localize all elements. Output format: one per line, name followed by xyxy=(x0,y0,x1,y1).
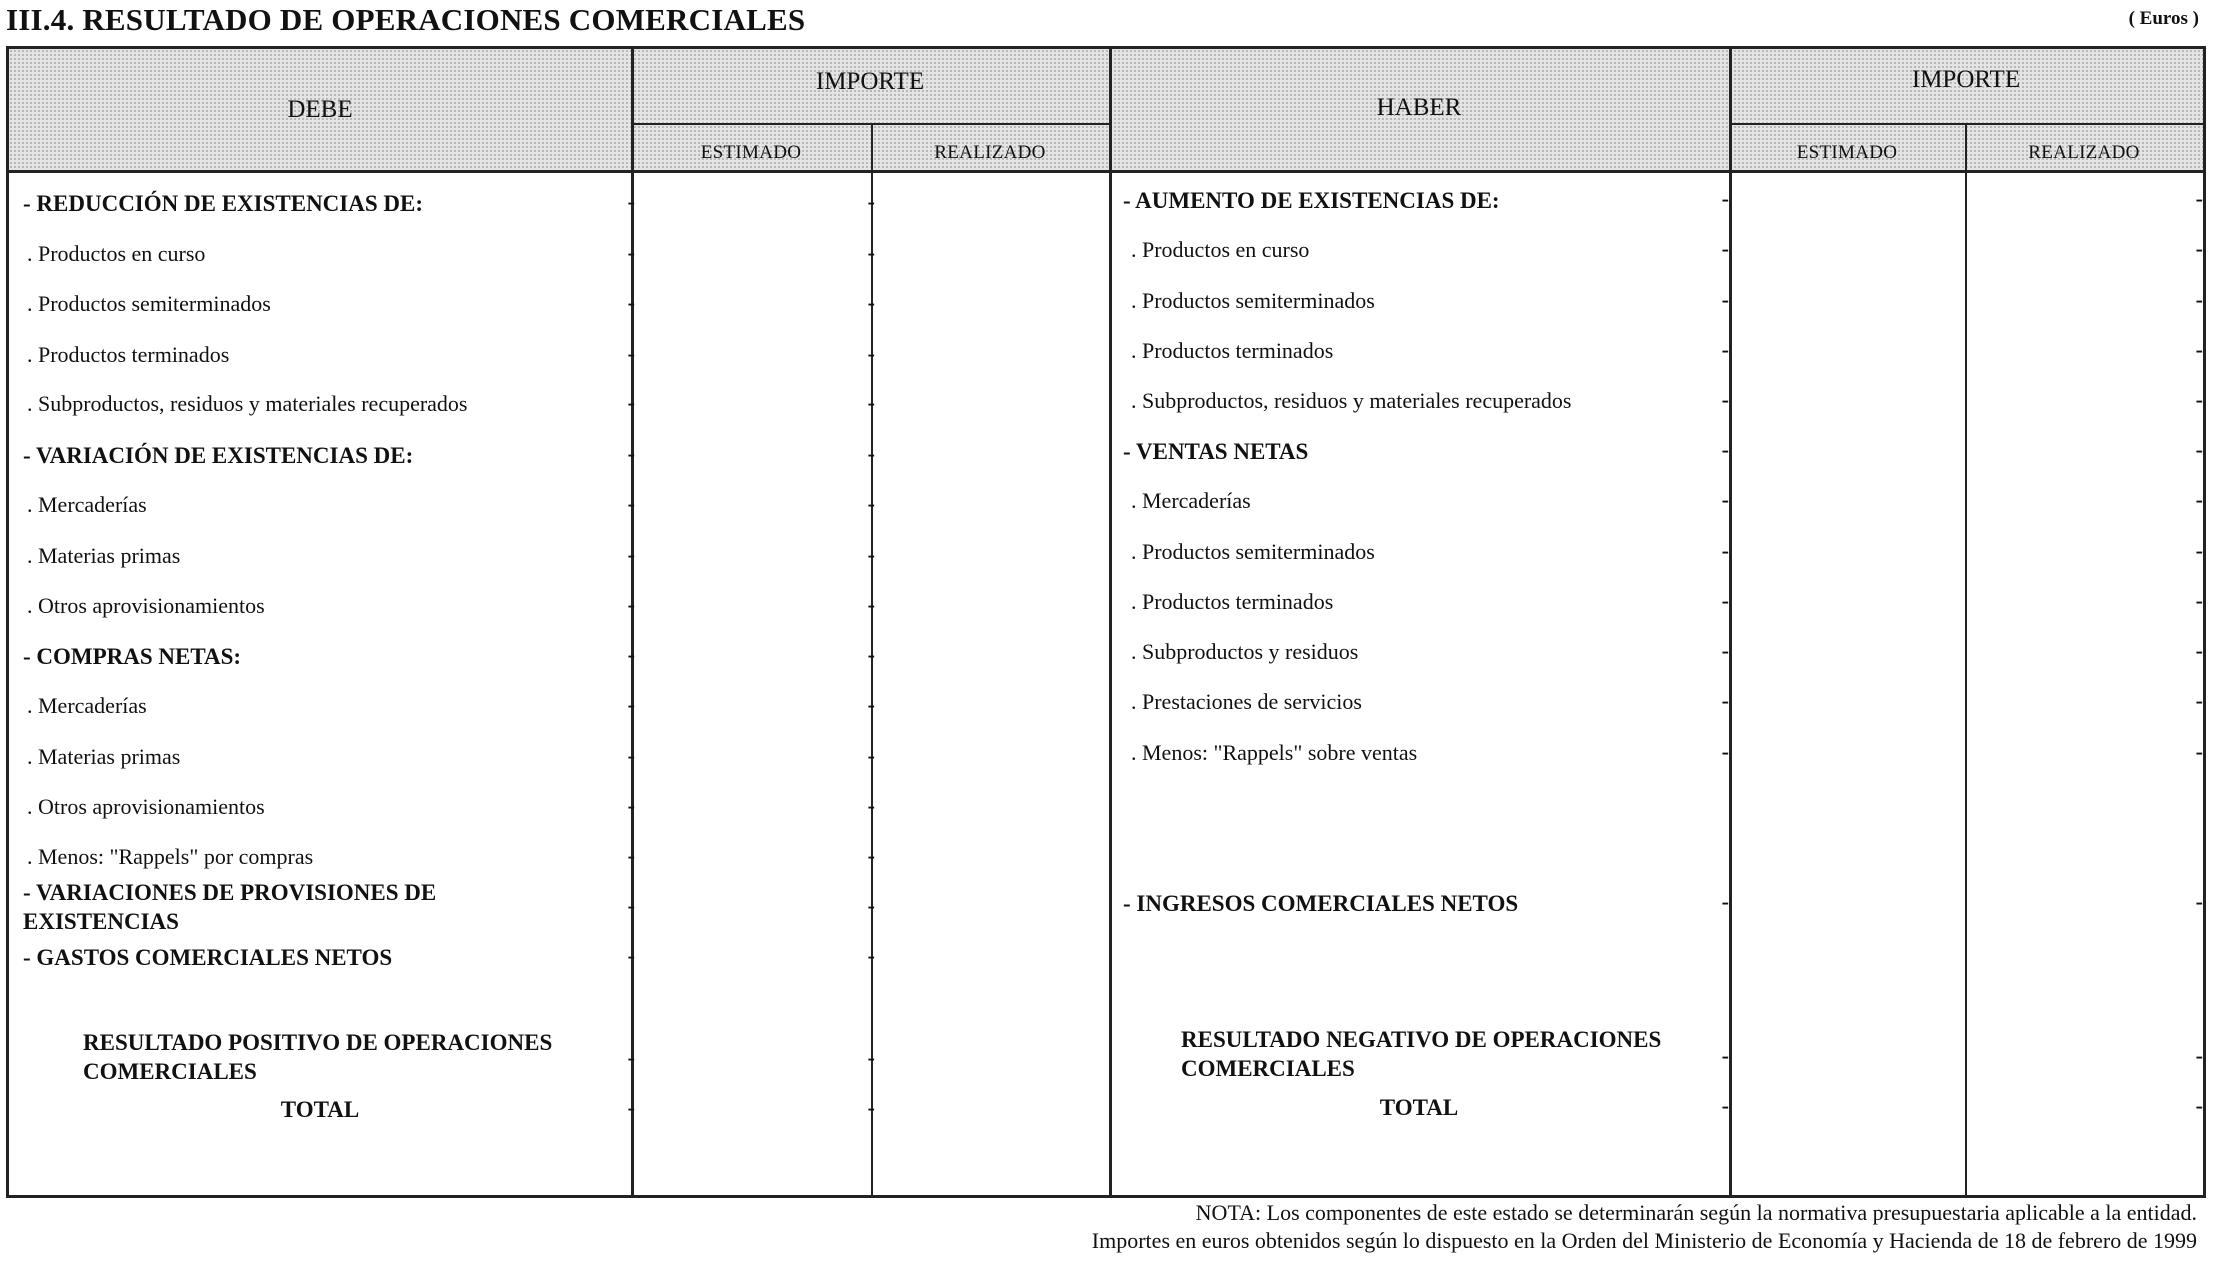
haber-row-label: . Productos semiterminados xyxy=(1131,539,1375,564)
haber-row-label: . Productos terminados xyxy=(1131,589,1334,614)
importe-header-left: IMPORTE xyxy=(815,68,925,95)
debe-estimado: - xyxy=(627,642,635,667)
haber-realizado: - xyxy=(2195,287,2203,312)
divider xyxy=(631,123,1109,125)
haber-estimado: - xyxy=(1721,337,1729,362)
haber-estimado: - xyxy=(1721,889,1729,914)
haber-estimado: - xyxy=(1721,186,1729,211)
currency-unit: ( Euros ) xyxy=(2128,8,2199,29)
debe-row-label: - COMPRAS NETAS: xyxy=(23,644,242,669)
haber-realizado: - xyxy=(2195,487,2203,512)
haber-realizado: - xyxy=(2195,437,2203,462)
haber-estimado: - xyxy=(1721,688,1729,713)
debe-estimado: - xyxy=(627,843,635,868)
haber-estimado: - xyxy=(1721,236,1729,261)
haber-estimado: - xyxy=(1721,387,1729,412)
haber-row-label: . Productos terminados xyxy=(1131,338,1334,363)
divider xyxy=(1729,123,2203,125)
debe-realizado: - xyxy=(867,893,875,918)
haber-realizado: - xyxy=(2195,1093,2203,1118)
haber-estimado: - xyxy=(1721,588,1729,613)
debe-realizado: - xyxy=(867,491,875,516)
haber-row-label: . Mercaderías xyxy=(1131,488,1251,513)
realizado-header-left: REALIZADO xyxy=(934,142,1046,163)
haber-realizado: - xyxy=(2195,688,2203,713)
haber-header: HABER xyxy=(1376,94,1462,121)
debe-realizado: - xyxy=(867,390,875,415)
estimado-header-left: ESTIMADO xyxy=(700,142,802,163)
debe-estimado: - xyxy=(627,1095,635,1120)
haber-estimado: - xyxy=(1721,1043,1729,1068)
haber-realizado: - xyxy=(2195,638,2203,663)
debe-realizado: - xyxy=(867,843,875,868)
debe-realizado: - xyxy=(867,1095,875,1120)
debe-estimado: - xyxy=(627,542,635,567)
results-table xyxy=(6,46,2206,1198)
debe-row-label: . Otros aprovisionamientos xyxy=(27,794,265,819)
debe-row-label: . Materias primas xyxy=(27,744,181,769)
note-line-2: Importes en euros obtenidos según lo dispuesto en la Orden del Ministerio de Economía y Hacienda de 18 de febrero de 1999 xyxy=(1091,1228,2197,1253)
haber-row-label: . Subproductos y residuos xyxy=(1131,639,1359,664)
haber-realizado: - xyxy=(2195,538,2203,563)
haber-realizado: - xyxy=(2195,889,2203,914)
note-line-1: NOTA: Los componentes de este estado se determinarán según la normativa presupuestaria aplicable a la entidad. xyxy=(1195,1200,2197,1225)
debe-estimado: - xyxy=(627,592,635,617)
debe-total-label: TOTAL xyxy=(280,1097,360,1122)
haber-realizado: - xyxy=(2195,387,2203,412)
debe-estimado: - xyxy=(627,743,635,768)
haber-realizado: - xyxy=(2195,186,2203,211)
debe-estimado: - xyxy=(627,240,635,265)
haber-realizado: - xyxy=(2195,1043,2203,1068)
debe-row-label: . Menos: "Rappels" por compras xyxy=(27,844,314,869)
debe-realizado: - xyxy=(867,441,875,466)
divider xyxy=(1109,49,1112,1195)
debe-estimado: - xyxy=(627,390,635,415)
debe-estimado: - xyxy=(627,692,635,717)
debe-realizado: - xyxy=(867,189,875,214)
debe-realizado: - xyxy=(867,642,875,667)
debe-row-label: . Otros aprovisionamientos xyxy=(27,593,265,618)
haber-row-label: . Productos en curso xyxy=(1131,237,1310,262)
debe-estimado: - xyxy=(627,793,635,818)
haber-estimado: - xyxy=(1721,538,1729,563)
debe-estimado: - xyxy=(627,290,635,315)
haber-estimado: - xyxy=(1721,638,1729,663)
divider xyxy=(631,49,634,1195)
debe-row-label: . Mercaderías xyxy=(27,693,147,718)
debe-realizado: - xyxy=(867,793,875,818)
debe-realizado: - xyxy=(867,341,875,366)
haber-estimado: - xyxy=(1721,1093,1729,1118)
debe-realizado: - xyxy=(867,592,875,617)
debe-estimado: - xyxy=(627,189,635,214)
debe-header: DEBE xyxy=(287,96,353,123)
debe-realizado: - xyxy=(867,692,875,717)
debe-row-label: - VARIACIONES DE PROVISIONES DE EXISTENCIAS xyxy=(23,880,437,934)
haber-row-label: - AUMENTO DE EXISTENCIAS DE: xyxy=(1123,188,1500,213)
debe-realizado: - xyxy=(867,1045,875,1070)
haber-realizado: - xyxy=(2195,236,2203,261)
debe-row-label: . Mercaderías xyxy=(27,492,147,517)
haber-estimado: - xyxy=(1721,487,1729,512)
debe-row-label: . Productos semiterminados xyxy=(27,291,271,316)
haber-realizado: - xyxy=(2195,337,2203,362)
debe-estimado: - xyxy=(627,943,635,968)
haber-row-label: - INGRESOS COMERCIALES NETOS xyxy=(1123,891,1519,916)
resultado-negativo-label: RESULTADO NEGATIVO DE OPERACIONES COMERCIALES xyxy=(1181,1027,1662,1081)
haber-row-label: - VENTAS NETAS xyxy=(1123,439,1309,464)
haber-estimado: - xyxy=(1721,437,1729,462)
realizado-header-right: REALIZADO xyxy=(2028,142,2140,163)
haber-realizado: - xyxy=(2195,588,2203,613)
debe-row-label: . Productos en curso xyxy=(27,241,206,266)
debe-row-label: . Subproductos, residuos y materiales recuperados xyxy=(27,391,468,416)
debe-row-label: - VARIACIÓN DE EXISTENCIAS DE: xyxy=(23,443,414,468)
resultado-positivo-label: RESULTADO POSITIVO DE OPERACIONES COMERCIALES xyxy=(83,1030,553,1084)
debe-row-label: . Materias primas xyxy=(27,543,181,568)
debe-realizado: - xyxy=(867,542,875,567)
debe-realizado: - xyxy=(867,290,875,315)
debe-realizado: - xyxy=(867,743,875,768)
haber-total-label: TOTAL xyxy=(1379,1095,1459,1120)
debe-realizado: - xyxy=(867,943,875,968)
haber-row-label: . Subproductos, residuos y materiales recuperados xyxy=(1131,388,1572,413)
debe-estimado: - xyxy=(627,1045,635,1070)
debe-row-label: - REDUCCIÓN DE EXISTENCIAS DE: xyxy=(23,191,424,216)
haber-estimado: - xyxy=(1721,739,1729,764)
haber-estimado: - xyxy=(1721,287,1729,312)
debe-estimado: - xyxy=(627,341,635,366)
importe-header-right: IMPORTE xyxy=(1911,66,2021,93)
divider xyxy=(1965,125,1967,1195)
debe-estimado: - xyxy=(627,441,635,466)
debe-row-label: . Productos terminados xyxy=(27,342,230,367)
debe-estimado: - xyxy=(627,491,635,516)
page-title: III.4. RESULTADO DE OPERACIONES COMERCIALES xyxy=(6,2,806,37)
divider xyxy=(1729,49,1732,1195)
debe-row-label: - GASTOS COMERCIALES NETOS xyxy=(23,945,393,970)
debe-estimado: - xyxy=(627,893,635,918)
haber-row-label: . Prestaciones de servicios xyxy=(1131,689,1362,714)
estimado-header-right: ESTIMADO xyxy=(1796,142,1898,163)
haber-row-label: . Menos: "Rappels" sobre ventas xyxy=(1131,740,1418,765)
haber-realizado: - xyxy=(2195,739,2203,764)
haber-row-label: . Productos semiterminados xyxy=(1131,288,1375,313)
debe-realizado: - xyxy=(867,240,875,265)
